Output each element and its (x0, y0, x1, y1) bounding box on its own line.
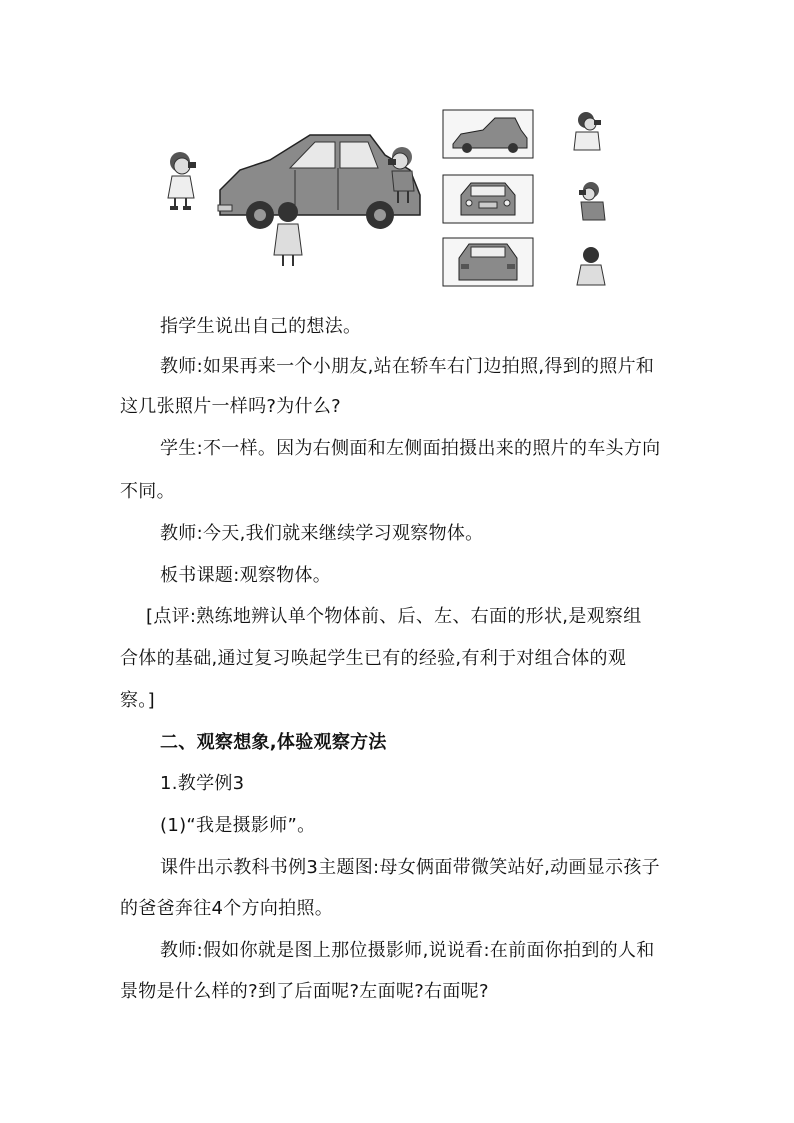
car-observation-illustration (150, 100, 650, 300)
section-heading: 二、观察想象,体验观察方法 (160, 732, 387, 753)
paragraph-line: 学生:不一样。因为右侧面和左侧面拍摄出来的照片的车头方向 (160, 438, 661, 459)
paragraph-line: 这几张照片一样吗?为什么? (120, 396, 342, 417)
girl-back-figure (274, 202, 302, 266)
photo-side-view (443, 110, 533, 158)
paragraph-line: 景物是什么样的?到了后面呢?左面呢?右面呢? (120, 981, 489, 1002)
boy-photographer-small (579, 182, 605, 220)
subsection-heading: 1.教学例3 (160, 773, 245, 794)
paragraph-line: 板书课题:观察物体。 (160, 565, 332, 586)
comment-line: 察。] (120, 690, 155, 711)
paragraph-line: 教师:今天,我们就来继续学习观察物体。 (160, 523, 484, 544)
photo-back-view (443, 238, 533, 286)
car-side-view (218, 135, 420, 229)
paragraph-line: 的爸爸奔往4个方向拍照。 (120, 898, 334, 919)
girl-back-small (577, 247, 605, 285)
paragraph-line: 教师:假如你就是图上那位摄影师,说说看:在前面你拍到的人和 (160, 940, 655, 961)
comment-line: [点评:熟练地辨认单个物体前、后、左、右面的形状,是观察组 (146, 606, 642, 627)
paragraph-line: 教师:如果再来一个小朋友,站在轿车右门边拍照,得到的照片和 (160, 356, 655, 377)
paragraph-line: 指学生说出自己的想法。 (160, 316, 362, 337)
paragraph-line: 课件出示教科书例3主题图:母女俩面带微笑站好,动画显示孩子 (160, 857, 660, 878)
girl-photographer-small (574, 112, 601, 150)
comment-line: 合体的基础,通过复习唤起学生已有的经验,有利于对组合体的观 (120, 648, 627, 669)
paragraph-line: (1)“我是摄影师”。 (160, 815, 316, 836)
photo-front-view (443, 175, 533, 223)
girl-left-figure (168, 152, 196, 210)
paragraph-line: 不同。 (120, 481, 175, 502)
